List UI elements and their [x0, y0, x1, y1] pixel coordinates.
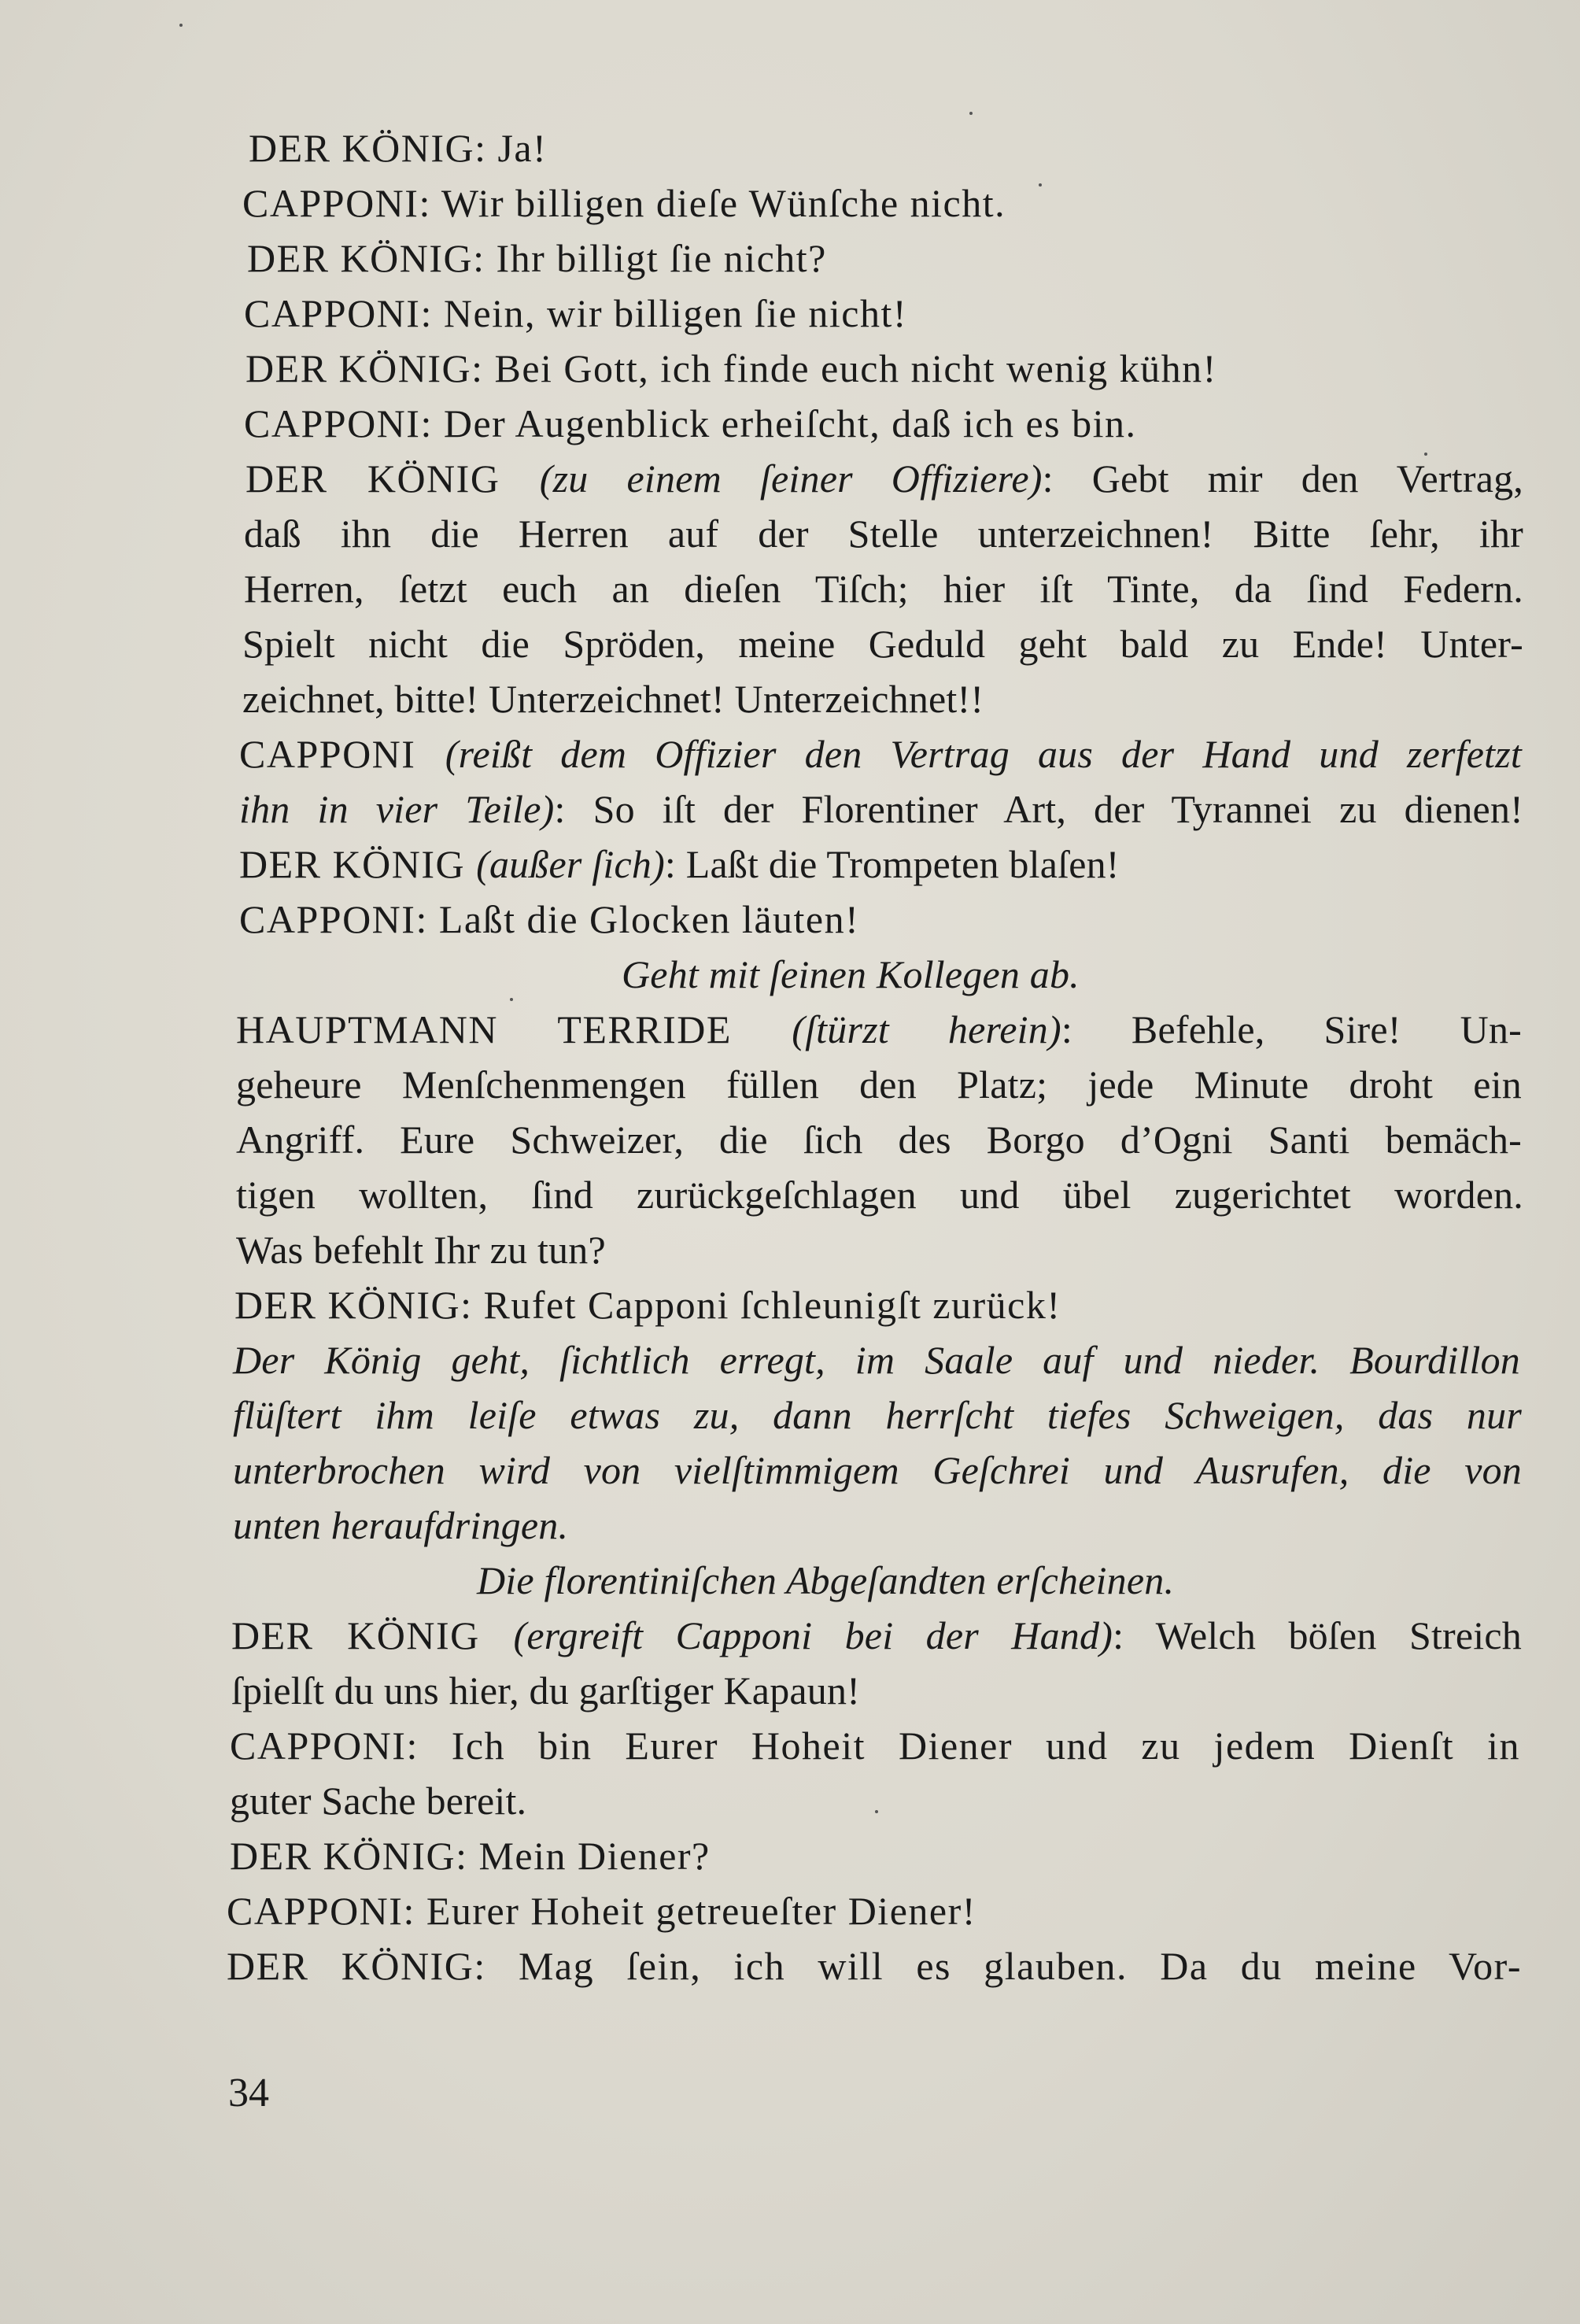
- text-line: [247, 235, 827, 282]
- text-line: [239, 841, 1120, 888]
- text-segment: Der König geht, ſichtlich erregt, im Saale auf und nieder. Bourdillon: [233, 1338, 1520, 1382]
- text-segment: geheure Menſchenmengen füllen den Platz; jede Minute droht ein: [236, 1062, 1522, 1107]
- text-segment: CAPPONI: Ich bin Eurer Hoheit Diener und zu jedem Dienſt in: [230, 1724, 1520, 1768]
- dust-speck: [875, 1810, 878, 1813]
- text-segment: Herren, ſetzt euch an dieſen Tiſch; hier iſt Tinte, da ſind Federn.: [244, 567, 1523, 611]
- text-line: [236, 1061, 1522, 1108]
- text-line: [242, 620, 1523, 667]
- text-segment: CAPPONI: Eurer Hoheit getreueſter Diener!: [227, 1889, 976, 1933]
- dust-speck: [1039, 183, 1042, 187]
- text-segment: DER KÖNIG: Ja!: [249, 126, 548, 170]
- text-line: [242, 675, 984, 722]
- text-segment: DER KÖNIG: Mag ſein, ich will es glauben. Da du meine Vor-: [227, 1944, 1522, 1988]
- text-segment: DER KÖNIG: [239, 842, 477, 886]
- text-segment: CAPPONI: [239, 732, 445, 776]
- text-segment: daß ihn die Herren auf der Stelle unterzeichnen! Bitte ſehr, ihr: [244, 512, 1523, 556]
- text-line: [239, 730, 1522, 778]
- text-line: [244, 400, 1137, 447]
- text-segment: (ſtürzt herein): [792, 1007, 1061, 1051]
- text-segment: (reißt dem Offizier den Vertrag aus der Hand und zerfetzt: [445, 732, 1522, 776]
- text-line: [244, 290, 907, 337]
- text-segment: DER KÖNIG: Bei Gott, ich finde euch nicht wenig kühn!: [245, 346, 1217, 390]
- text-line: [244, 565, 1523, 612]
- text-line: [239, 785, 1523, 833]
- dust-speck: [510, 998, 513, 1001]
- text-segment: unterbrochen wird von vielſtimmigem Geſchrei und Ausrufen, die von: [233, 1448, 1522, 1492]
- text-line: [242, 179, 1006, 227]
- text-segment: ſpielſt du uns hier, du garſtiger Kapaun!: [231, 1668, 861, 1713]
- text-segment: Was befehlt Ihr zu tun?: [236, 1228, 606, 1272]
- text-segment: DER KÖNIG: Ihr billigt ſie nicht?: [247, 236, 827, 280]
- text-segment: HAUPTMANN TERRIDE: [236, 1007, 792, 1051]
- text-segment: DER KÖNIG: Rufet Capponi ſchleunigſt zurück!: [234, 1283, 1061, 1327]
- text-segment: (zu einem ſeiner Offiziere): [539, 456, 1043, 501]
- text-segment: : So iſt der Florentiner Art, der Tyrannei zu dienen!: [554, 787, 1523, 831]
- text-segment: : Gebt mir den Vertrag,: [1042, 456, 1523, 501]
- dust-speck: [969, 112, 973, 115]
- page-number: 34: [228, 2071, 269, 2115]
- text-line: [236, 1116, 1522, 1163]
- text-line: [227, 1887, 976, 1934]
- text-segment: Angriff. Eure Schweizer, die ſich des Borgo d’Ogni Santi bemäch-: [236, 1118, 1522, 1162]
- text-line: [234, 1281, 1061, 1328]
- text-line: [231, 1667, 860, 1714]
- text-segment: DER KÖNIG: Mein Diener?: [230, 1834, 711, 1878]
- text-segment: : Laßt die Trompeten blaſen!: [664, 842, 1120, 886]
- text-segment: Geht mit ſeinen Kollegen ab.: [622, 952, 1080, 996]
- text-line: [236, 1006, 1522, 1053]
- text-segment: DER KÖNIG: [231, 1613, 514, 1657]
- text-segment: Spielt nicht die Spröden, meine Geduld geht bald zu Ende! Unter-: [242, 622, 1523, 666]
- text-line: [249, 124, 547, 172]
- text-segment: tigen wollten, ſind zurückgeſchlagen und übel zugerichtet worden.: [236, 1173, 1523, 1217]
- text-line: [233, 1446, 1522, 1494]
- text-segment: CAPPONI: Der Augenblick erheiſcht, daß ich es bin.: [244, 401, 1137, 445]
- text-segment: (ergreift Capponi bei der Hand): [513, 1613, 1113, 1657]
- text-line: [233, 1502, 568, 1549]
- text-line: [233, 1336, 1520, 1384]
- text-line: [622, 951, 1080, 998]
- dust-speck: [179, 24, 183, 27]
- text-segment: CAPPONI: Wir billigen dieſe Wünſche nicht.: [242, 181, 1006, 225]
- text-line: [230, 1722, 1520, 1769]
- text-segment: flüſtert ihm leiſe etwas zu, dann herrſcht tiefes Schweigen, das nur: [233, 1393, 1522, 1437]
- text-segment: : Befehle, Sire! Un-: [1061, 1007, 1523, 1051]
- text-segment: DER KÖNIG: [245, 456, 540, 501]
- text-segment: Die florentiniſchen Abgeſandten erſcheinen.: [477, 1558, 1175, 1602]
- text-segment: CAPPONI: Laßt die Glocken läuten!: [239, 897, 860, 941]
- text-segment: ihn in vier Teile): [239, 787, 555, 831]
- text-line: [239, 896, 859, 943]
- text-line: [227, 1942, 1522, 1990]
- text-segment: guter Sache bereit.: [230, 1779, 527, 1823]
- text-line: [230, 1832, 711, 1879]
- text-line: [245, 345, 1217, 392]
- text-line: [236, 1171, 1523, 1218]
- text-line: [244, 510, 1523, 557]
- text-line: [236, 1226, 606, 1273]
- text-segment: CAPPONI: Nein, wir billigen ſie nicht!: [244, 291, 908, 335]
- dust-speck: [1424, 453, 1427, 456]
- text-segment: zeichnet, bitte! Unterzeichnet! Unterzeichnet!!: [242, 677, 984, 721]
- text-line: [230, 1777, 526, 1824]
- text-segment: : Welch böſen Streich: [1113, 1613, 1522, 1657]
- text-segment: (außer ſich): [476, 842, 665, 886]
- text-line: [477, 1557, 1174, 1604]
- text-line: [231, 1612, 1522, 1659]
- text-line: [245, 455, 1523, 502]
- text-line: [233, 1391, 1522, 1439]
- text-segment: unten heraufdringen.: [233, 1503, 569, 1547]
